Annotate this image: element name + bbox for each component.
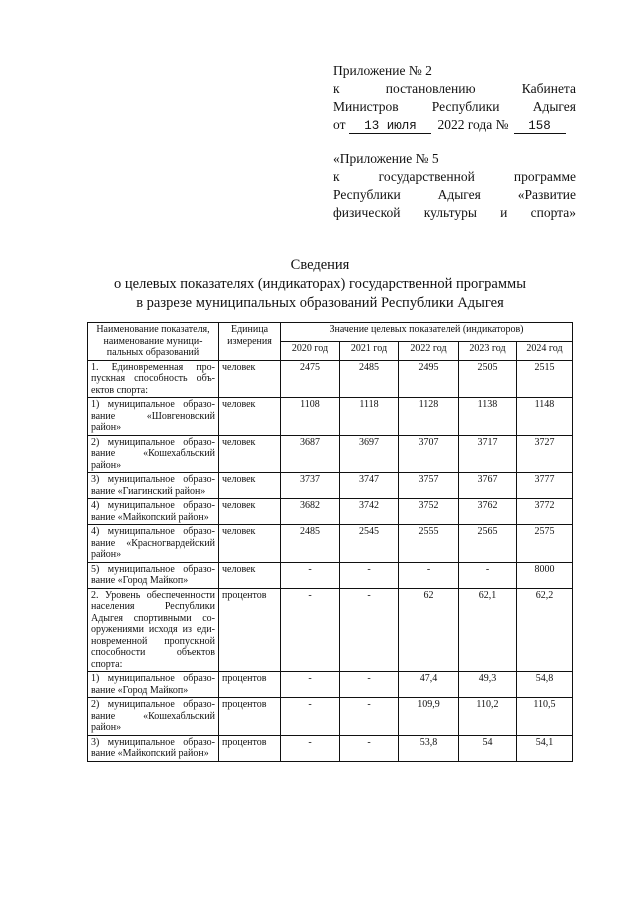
value-cell: 3717	[459, 435, 517, 473]
value-cell: 110,5	[517, 698, 573, 736]
value-cell: 3777	[517, 473, 573, 499]
value-cell: 3742	[340, 499, 399, 525]
value-cell: 3697	[340, 435, 399, 473]
indicator-name-cell: 3) муниципальное образо-вание «Гиагинский район»	[88, 473, 219, 499]
table-row	[88, 672, 573, 698]
unit-cell: человек	[219, 473, 281, 499]
value-cell: 62,2	[517, 588, 573, 672]
indicators-table-wrap	[87, 322, 573, 762]
unit-cell: человек	[219, 435, 281, 473]
column-header-year: 2023 год	[459, 341, 517, 360]
value-cell: 1138	[459, 398, 517, 436]
value-cell: -	[340, 698, 399, 736]
column-header-year: 2024 год	[517, 341, 573, 360]
indicator-name-cell: 2) муниципальное образо-вание «Кошехабльский район»	[88, 698, 219, 736]
value-cell: -	[281, 672, 340, 698]
value-cell: 53,8	[399, 735, 459, 761]
value-cell: 3687	[281, 435, 340, 473]
value-cell: 3747	[340, 473, 399, 499]
indicator-name-cell: 1) муниципальное образо-вание «Город Майкоп»	[88, 672, 219, 698]
value-cell: -	[281, 588, 340, 672]
value-cell: 2565	[459, 525, 517, 563]
appendix-5-sport-line: физической культуры и спорта»	[333, 205, 576, 220]
table-row	[88, 698, 573, 736]
value-cell: -	[281, 562, 340, 588]
value-cell: 49,3	[459, 672, 517, 698]
appendix-5-republic-line: Республики Адыгея «Развитие	[333, 187, 576, 202]
value-cell: 3682	[281, 499, 340, 525]
column-header-year: 2020 год	[281, 341, 340, 360]
table-row	[88, 360, 573, 398]
unit-cell: человек	[219, 525, 281, 563]
title-line-3: в разрезе муниципальных образований Республики Адыгея	[136, 295, 504, 311]
value-cell: -	[281, 735, 340, 761]
value-cell: 3752	[399, 499, 459, 525]
document-title	[90, 256, 550, 313]
appendix-5-header	[333, 150, 576, 222]
value-cell: 2515	[517, 360, 573, 398]
unit-cell: человек	[219, 499, 281, 525]
value-cell: 1118	[340, 398, 399, 436]
indicator-name-cell: 5) муниципальное образо-вание «Город Майкоп»	[88, 562, 219, 588]
value-cell: 2505	[459, 360, 517, 398]
indicators-table	[87, 322, 573, 762]
value-cell: 54	[459, 735, 517, 761]
appendix-2-resolution-line: к постановлению Кабинета	[333, 81, 576, 96]
table-body	[88, 360, 573, 761]
unit-cell: процентов	[219, 698, 281, 736]
value-cell: 2485	[340, 360, 399, 398]
indicator-name-cell: 4) муниципальное образо-вание «Красногвардейский район»	[88, 525, 219, 563]
table-row	[88, 562, 573, 588]
value-cell: 1148	[517, 398, 573, 436]
indicator-name-cell: 2) муниципальное образо-вание «Кошехабльский район»	[88, 435, 219, 473]
column-header-year: 2021 год	[340, 341, 399, 360]
value-cell: -	[340, 562, 399, 588]
value-cell: 2555	[399, 525, 459, 563]
table-row	[88, 588, 573, 672]
indicator-name-cell: 4) муниципальное образо-вание «Майкопский район»	[88, 499, 219, 525]
indicator-name-cell: 1) муниципальное образо-вание «Шовгеновский район»	[88, 398, 219, 436]
resolution-number: 158	[514, 119, 566, 134]
value-cell: -	[340, 588, 399, 672]
unit-cell: процентов	[219, 735, 281, 761]
value-cell: 2485	[281, 525, 340, 563]
value-cell: -	[340, 735, 399, 761]
value-cell: 62,1	[459, 588, 517, 672]
unit-cell: человек	[219, 360, 281, 398]
column-header-values: Значение целевых показателей (индикаторов)	[281, 323, 573, 342]
value-cell: -	[459, 562, 517, 588]
appendix-2-date-line	[333, 116, 576, 134]
table-row	[88, 473, 573, 499]
value-cell: 3772	[517, 499, 573, 525]
value-cell: 2545	[340, 525, 399, 563]
unit-cell: человек	[219, 562, 281, 588]
value-cell: 109,9	[399, 698, 459, 736]
title-line-1: Сведения	[290, 257, 350, 273]
value-cell: -	[340, 672, 399, 698]
table-header-row	[88, 323, 573, 342]
value-cell: 62	[399, 588, 459, 672]
value-cell: 54,1	[517, 735, 573, 761]
appendix-2-ministers-line: Министров Республики Адыгея	[333, 99, 576, 114]
appendix-2-header	[333, 62, 576, 134]
value-cell: -	[281, 698, 340, 736]
date-value: 13 июля	[349, 119, 431, 134]
table-row	[88, 435, 573, 473]
value-cell: 110,2	[459, 698, 517, 736]
column-header-name: Наименование показателя, наименование муници-пальных образований	[88, 323, 219, 361]
value-cell: 1108	[281, 398, 340, 436]
column-header-year: 2022 год	[399, 341, 459, 360]
appendix-2-title: Приложение № 2	[333, 63, 432, 78]
value-cell: 3727	[517, 435, 573, 473]
table-row	[88, 525, 573, 563]
value-cell: 3707	[399, 435, 459, 473]
value-cell: -	[399, 562, 459, 588]
column-header-unit: Единица измерения	[219, 323, 281, 361]
value-cell: 1128	[399, 398, 459, 436]
indicator-name-cell: 3) муниципальное образо-вание «Майкопский район»	[88, 735, 219, 761]
value-cell: 47,4	[399, 672, 459, 698]
year-text: 2022 года №	[437, 117, 509, 132]
value-cell: 8000	[517, 562, 573, 588]
title-line-2: о целевых показателях (индикаторах) государственной программы	[114, 276, 526, 292]
unit-cell: человек	[219, 398, 281, 436]
value-cell: 2575	[517, 525, 573, 563]
value-cell: 3762	[459, 499, 517, 525]
table-row	[88, 499, 573, 525]
value-cell: 2475	[281, 360, 340, 398]
indicator-name-cell: 2. Уровень обеспеченности населения Республики Адыгея спортивными со-оружениями исходя из еди-новременной пропускной способности объектов спорта:	[88, 588, 219, 672]
date-prefix: от	[333, 117, 346, 132]
value-cell: 2495	[399, 360, 459, 398]
appendix-5-program-line: к государственной программе	[333, 169, 576, 184]
indicator-name-cell: 1. Единовременная про-пускная способность объ-ектов спорта:	[88, 360, 219, 398]
table-row	[88, 735, 573, 761]
unit-cell: процентов	[219, 588, 281, 672]
value-cell: 54,8	[517, 672, 573, 698]
value-cell: 3757	[399, 473, 459, 499]
appendix-5-title: «Приложение № 5	[333, 151, 439, 166]
unit-cell: процентов	[219, 672, 281, 698]
value-cell: 3767	[459, 473, 517, 499]
value-cell: 3737	[281, 473, 340, 499]
table-row	[88, 398, 573, 436]
